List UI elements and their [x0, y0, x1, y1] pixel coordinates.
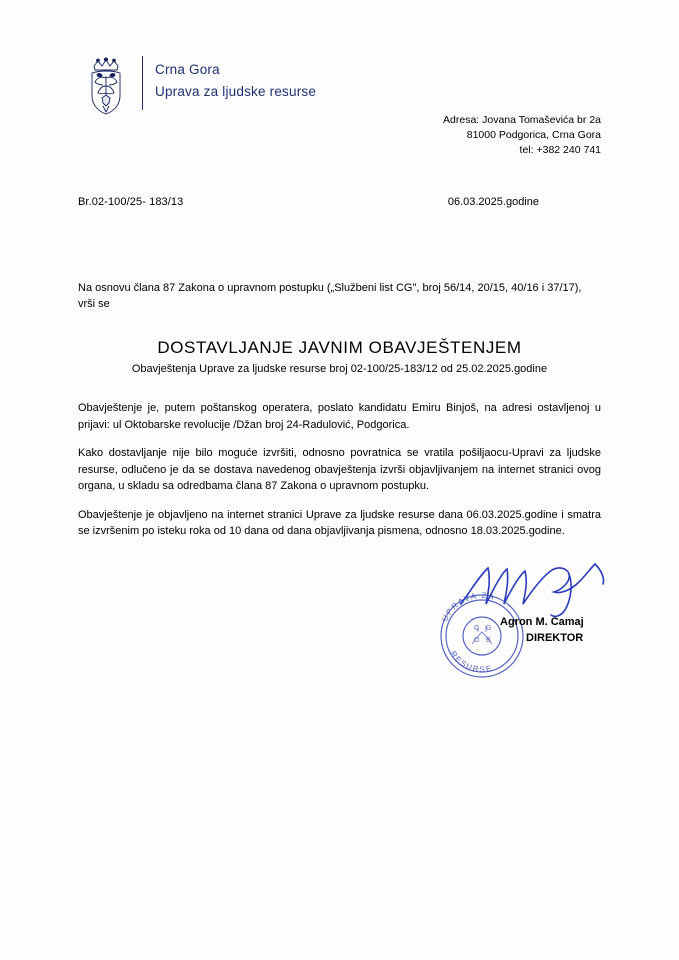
address-street: Adresa: Jovana Tomaševića br 2a — [443, 114, 601, 126]
address-city: 81000 Podgorica, Crna Gora — [466, 129, 601, 141]
body-paragraph-2: Kako dostavljanje nije bilo moguće izvršiti, odnosno povratnica se vratila pošiljaocu-Upravi za ljudske resurse, odlučeno je da se dostava navedenog obavještenja izvrši objavljivanjem na internet stranici ovog organa, u skladu sa odredbama člana 87 Zakona o upravnom postupku. — [78, 447, 601, 492]
document-subtitle: Obavještenja Uprave za ljudske resurse broj 02-100/25-183/12 od 25.02.2025.godine — [131, 363, 548, 375]
address-phone: tel: +382 240 741 — [519, 144, 601, 156]
reference-number: Br.02-100/25- 183/13 — [78, 196, 184, 208]
signature-area — [400, 560, 620, 690]
organization-label: Uprava za ljudske resurse — [155, 84, 317, 99]
signer-role: DIREKTOR — [526, 632, 584, 644]
document-title: DOSTAVLJANJE JAVNIM OBAVJEŠTENJEM — [157, 338, 522, 357]
country-label: Crna Gora — [155, 62, 220, 77]
reference-date: 06.03.2025.godine — [447, 196, 539, 208]
svg-text:UPRAVA ZA: UPRAVA ZA — [440, 590, 497, 623]
svg-text:G: G — [486, 625, 492, 632]
reference-row — [78, 196, 601, 208]
legal-basis-text: Na osnovu člana 87 Zakona o upravnom postupku („Službeni list CG", broj 56/14, 20/15, 40/16 i 37/17), vrši se — [78, 282, 582, 310]
body-paragraph-1: Obavještenje je, putem poštanskog operatera, poslato kandidatu Emiru Binjoš, na adresi ostavljenoj u prijavi: ul Oktobarske revolucije /Džan broj 24-Radulović, Podgorica. — [78, 402, 601, 431]
svg-text:B: B — [486, 637, 491, 644]
body-paragraph-3: Obavještenje je objavljeno na internet stranici Uprave za ljudske resurse dana 06.03.2025.godine i smatra se izvršenim po isteku roka od 10 dana od dana objavljivanja pismena, odnosno 18.03.2025.godine. — [78, 508, 601, 537]
letterhead — [78, 56, 316, 118]
svg-text:O: O — [474, 637, 480, 644]
body-text — [78, 400, 601, 552]
signer-name: Agron M. Camaj — [500, 616, 584, 628]
montenegro-coat-of-arms-icon — [78, 56, 134, 118]
svg-text:C: C — [474, 625, 480, 632]
official-stamp — [428, 582, 536, 690]
svg-text:RESURSE: RESURSE — [448, 649, 494, 675]
organization-block — [142, 56, 316, 110]
address-block — [443, 113, 601, 158]
